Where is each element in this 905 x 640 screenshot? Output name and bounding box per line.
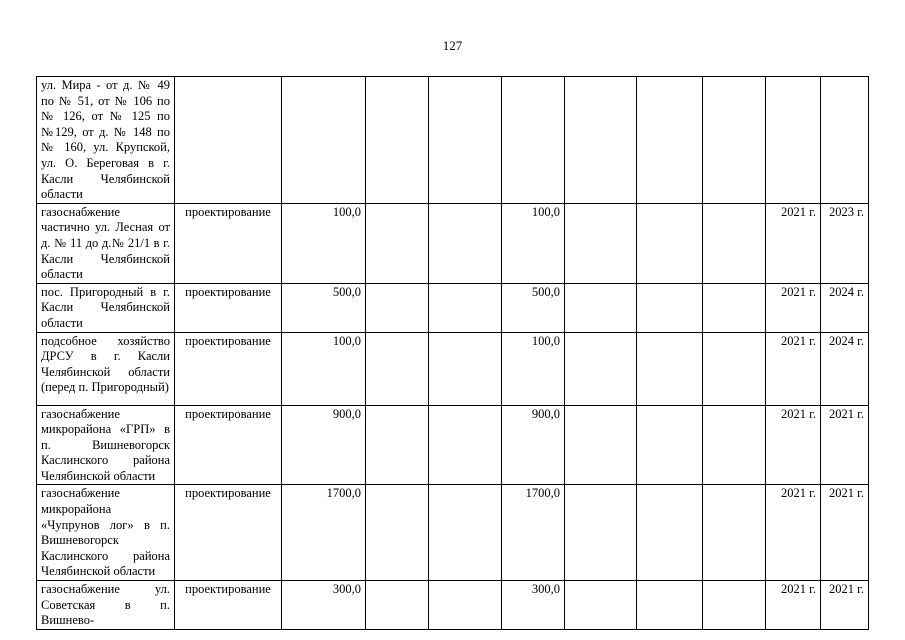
total-cost-cell: [282, 77, 366, 204]
gasification-table: [36, 76, 869, 630]
value-cell: [703, 405, 766, 485]
start-year-cell: 2021 г.: [766, 283, 821, 332]
value-cell: [637, 581, 703, 630]
table-row: [37, 581, 869, 630]
value-cell: [366, 283, 429, 332]
value-cell: [366, 581, 429, 630]
total-cost-cell: 300,0: [282, 581, 366, 630]
value-cell: [366, 77, 429, 204]
object-name-cell: подсобное хозяйство ДРСУ в г. Касли Челябинской области (перед п. Пригородный): [37, 332, 175, 405]
stage-cell: [175, 77, 282, 204]
value-cell: [565, 332, 637, 405]
value-cell: [565, 283, 637, 332]
start-year-cell: 2021 г.: [766, 581, 821, 630]
total-cost-cell: 900,0: [282, 405, 366, 485]
end-year-cell: 2023 г.: [821, 203, 869, 283]
page-number: 127: [442, 38, 463, 53]
value-cell: [429, 581, 502, 630]
stage-cell: проектирование: [175, 203, 282, 283]
stage-cell: проектирование: [175, 405, 282, 485]
end-year-cell: 2021 г.: [821, 405, 869, 485]
value-cell: [366, 203, 429, 283]
table-row: [37, 283, 869, 332]
end-year-cell: 2024 г.: [821, 332, 869, 405]
local-budget-cell: 300,0: [502, 581, 565, 630]
local-budget-cell: 100,0: [502, 332, 565, 405]
value-cell: [637, 405, 703, 485]
value-cell: [703, 283, 766, 332]
value-cell: [429, 77, 502, 204]
end-year-cell: [821, 77, 869, 204]
value-cell: [565, 405, 637, 485]
value-cell: [429, 332, 502, 405]
end-year-cell: 2021 г.: [821, 581, 869, 630]
value-cell: [429, 203, 502, 283]
object-name-cell: газоснабжение частично ул. Лесная от д. № 11 до д.№ 21/1 в г. Касли Челябинской области: [37, 203, 175, 283]
object-name-cell: газоснабжение ул. Советская в п. Вишнево-: [37, 581, 175, 630]
value-cell: [429, 283, 502, 332]
table-row: [37, 332, 869, 405]
value-cell: [703, 203, 766, 283]
value-cell: [637, 485, 703, 581]
table-row: [37, 485, 869, 581]
value-cell: [429, 485, 502, 581]
object-name-cell: газоснабжение микрорайона «ГРП» в п. Вишневогорск Каслинского района Челябинской области: [37, 405, 175, 485]
total-cost-cell: 500,0: [282, 283, 366, 332]
value-cell: [429, 405, 502, 485]
table-row: [37, 203, 869, 283]
start-year-cell: 2021 г.: [766, 332, 821, 405]
local-budget-cell: 900,0: [502, 405, 565, 485]
value-cell: [637, 283, 703, 332]
value-cell: [637, 332, 703, 405]
value-cell: [703, 485, 766, 581]
total-cost-cell: 100,0: [282, 332, 366, 405]
start-year-cell: 2021 г.: [766, 405, 821, 485]
stage-cell: проектирование: [175, 283, 282, 332]
value-cell: [366, 332, 429, 405]
start-year-cell: 2021 г.: [766, 485, 821, 581]
total-cost-cell: 1700,0: [282, 485, 366, 581]
stage-cell: проектирование: [175, 581, 282, 630]
value-cell: [366, 485, 429, 581]
value-cell: [366, 405, 429, 485]
value-cell: [703, 581, 766, 630]
value-cell: [565, 581, 637, 630]
start-year-cell: 2021 г.: [766, 203, 821, 283]
total-cost-cell: 100,0: [282, 203, 366, 283]
stage-cell: проектирование: [175, 485, 282, 581]
value-cell: [637, 77, 703, 204]
local-budget-cell: 1700,0: [502, 485, 565, 581]
local-budget-cell: [502, 77, 565, 204]
value-cell: [565, 203, 637, 283]
stage-cell: проектирование: [175, 332, 282, 405]
table-row: [37, 77, 869, 204]
value-cell: [703, 332, 766, 405]
start-year-cell: [766, 77, 821, 204]
object-name-cell: газоснабжение микрорайона «Чупрунов лог» в п. Вишневогорск Каслинского района Челябинской области: [37, 485, 175, 581]
local-budget-cell: 500,0: [502, 283, 565, 332]
value-cell: [565, 77, 637, 204]
value-cell: [703, 77, 766, 204]
value-cell: [637, 203, 703, 283]
end-year-cell: 2021 г.: [821, 485, 869, 581]
object-name-cell: пос. Пригородный в г. Касли Челябинской области: [37, 283, 175, 332]
table-row: [37, 405, 869, 485]
end-year-cell: 2024 г.: [821, 283, 869, 332]
object-name-cell: ул. Мира - от д. № 49 по № 51, от № 106 по № 126, от № 125 по №129, от д. № 148 по № 160, ул. Крупской, ул. О. Береговая в г. Касли Челябинской области: [37, 77, 175, 204]
value-cell: [565, 485, 637, 581]
local-budget-cell: 100,0: [502, 203, 565, 283]
